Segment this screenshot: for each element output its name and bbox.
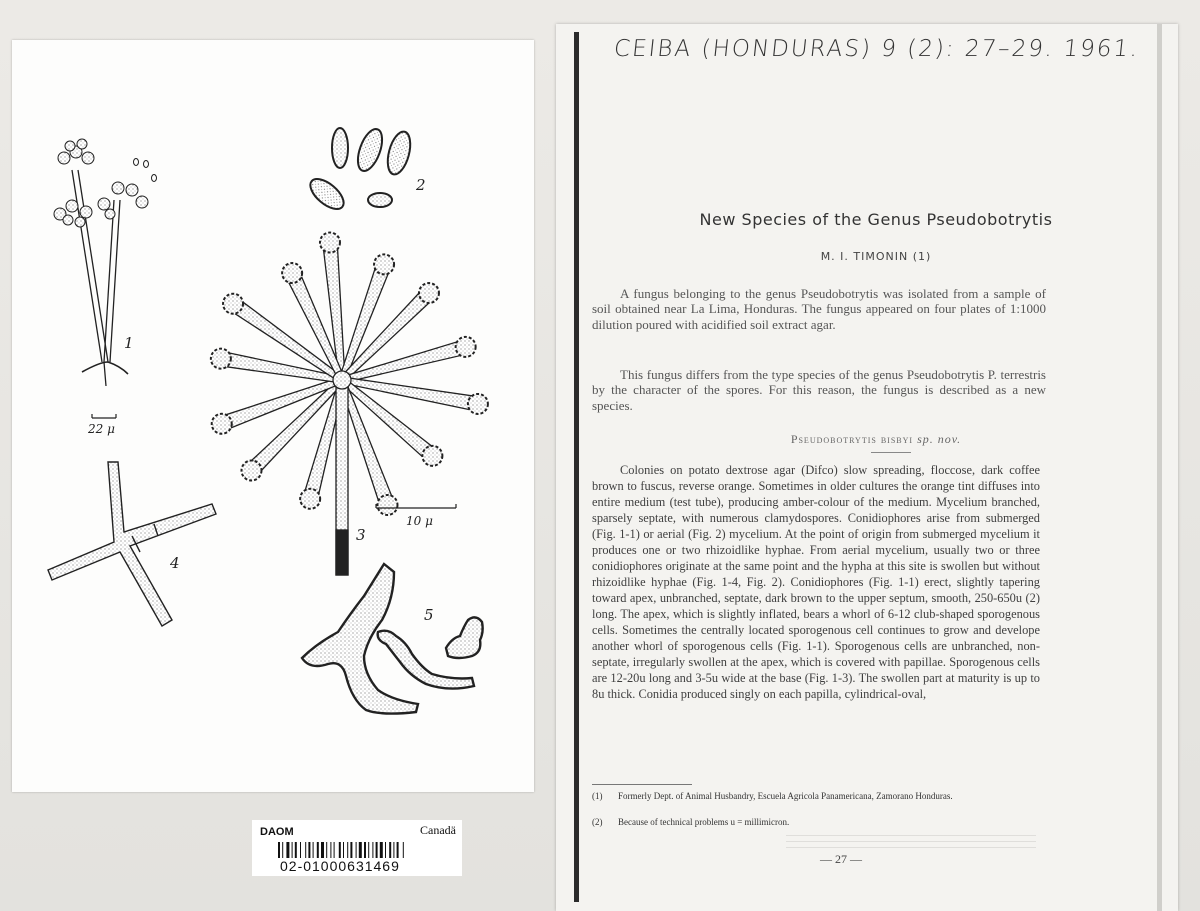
footnote-1-text: Formerly Dept. of Animal Husbandry, Escuela Agricola Panamericana, Zamorano Honduras. — [618, 791, 953, 801]
herbarium-barcode-label — [252, 820, 462, 876]
papillate-apex — [241, 461, 261, 481]
scale-label-10: 10 μ — [406, 514, 433, 528]
herbarium-code: DAOM — [260, 826, 294, 838]
stalk-dark-base — [336, 530, 348, 575]
barcode-number: 02-01000631469 — [280, 858, 400, 874]
handwritten-citation: CEIBA (HONDURAS) 9 (2): 27–29. 1961. — [612, 36, 1141, 62]
footnote-2-text: Because of technical problems u = millimicron. — [618, 817, 790, 827]
footnote-2 — [592, 817, 1042, 828]
article-title: New Species of the Genus Pseudobotrytis — [699, 210, 1053, 229]
papillate-apex — [422, 446, 442, 466]
paragraph-intro: A fungus belonging to the genus Pseudobotrytis was isolated from a sample of soil obtained near La Lima, Honduras. The fungus appeared on four plates of 1:1000 dilution poured with acidified soil extract agar. — [592, 286, 1046, 332]
figure-1-conidiophores — [54, 139, 157, 386]
article-author: M. I. TIMONIN (1) — [820, 250, 932, 263]
footnote-1-mark: (1) — [592, 791, 603, 801]
papillate-apex — [374, 254, 394, 274]
papillate-apex — [211, 349, 231, 369]
papillate-apex — [300, 489, 320, 509]
figure-4-hyphae — [48, 462, 216, 626]
footnote-1 — [592, 791, 1042, 802]
figure-label-4: 4 — [170, 554, 180, 572]
species-divider — [871, 452, 911, 453]
papillate-apex — [377, 495, 397, 515]
page-number: — 27 — — [820, 852, 862, 866]
figure-5-chlamydospores — [302, 564, 483, 714]
barcode-icon — [278, 842, 440, 858]
papillate-apex — [320, 233, 340, 253]
whorl-upper — [54, 139, 148, 227]
papillate-apex — [456, 337, 476, 357]
loose-spores — [134, 159, 157, 182]
page-edge — [1157, 24, 1162, 911]
paragraph-differs: This fungus differs from the type species of the genus Pseudobotrytis P. terrestris by the character of the spores. For this reason, the fungus is described as a new species. — [592, 367, 1046, 413]
fungus-drawings — [12, 40, 534, 792]
papillate-apex — [419, 283, 439, 303]
figure-2-conidia — [305, 126, 414, 215]
figure-label-5: 5 — [424, 606, 434, 624]
scale-bar-22 — [92, 414, 116, 418]
papillate-apex — [282, 263, 302, 283]
figure-label-1: 1 — [124, 334, 134, 352]
scale-label-22: 22 μ — [88, 422, 115, 436]
species-name: Pseudobotrytis bisbyi — [790, 432, 914, 446]
footnote-2-mark: (2) — [592, 817, 603, 827]
illustration-plate — [12, 40, 534, 792]
figure-label-3: 3 — [356, 526, 366, 544]
papillate-apex — [212, 414, 232, 434]
footnote-divider — [592, 784, 692, 785]
canada-wordmark: Canadä — [420, 823, 456, 837]
show-through-text — [786, 830, 1036, 848]
species-heading — [576, 432, 1176, 447]
figure-label-2: 2 — [416, 176, 426, 194]
binding-spine — [574, 32, 579, 902]
papillate-apex — [223, 294, 243, 314]
article-page — [556, 24, 1178, 911]
papillate-apex — [468, 394, 488, 414]
species-suffix: sp. nov. — [917, 432, 962, 446]
paragraph-description: Colonies on potato dextrose agar (Difco) slow spreading, floccose, dark coffee brown to fuscus, reverse orange. Sometimes in older cultures the orange tint diffuses into entire medium (test tube), producing amber-colour of the medium. Mycelium branched, sparsely septate, with numerous clamydospores. Conidiophores arise from submerged (Fig. 1-1) or aerial (Fig. 2) mycelium. At the point of origin from submerged mycelium it produces one or two rhizoidlike hyphae. From aerial mycelium, usually two or three conidiophores originate at the same point and the hypha at this site is swollen but without rhizoidlike hyphae (Fig. 1-4, Fig. 2). Conidiophores (Fig. 1-1) erect, slightly tapering toward apex, unbranched, septate, dark brown to the upper septum, smooth, 250-650u (2) long. The apex, which is slightly inflated, bears a whorl of 6-12 club-shaped sporogenous cells. Sometimes the centrally located sporogenous cell continues to grow and develope another whorl of sporogenous cells (Fig. 1-1). Sporogenous cells are unbranched, non-septate, irregularly swollen at the apex, which is covered with papillae. Sporogenous cells are 12-20u long and 3-5u wide at the base (Fig. 1-3). The swollen part at maturity is up to 8u thick. Conidia produced singly on each papilla, cylindrical-oval, — [592, 463, 1040, 701]
figure-3-whorl — [211, 233, 488, 575]
whorl-hub — [333, 371, 351, 389]
